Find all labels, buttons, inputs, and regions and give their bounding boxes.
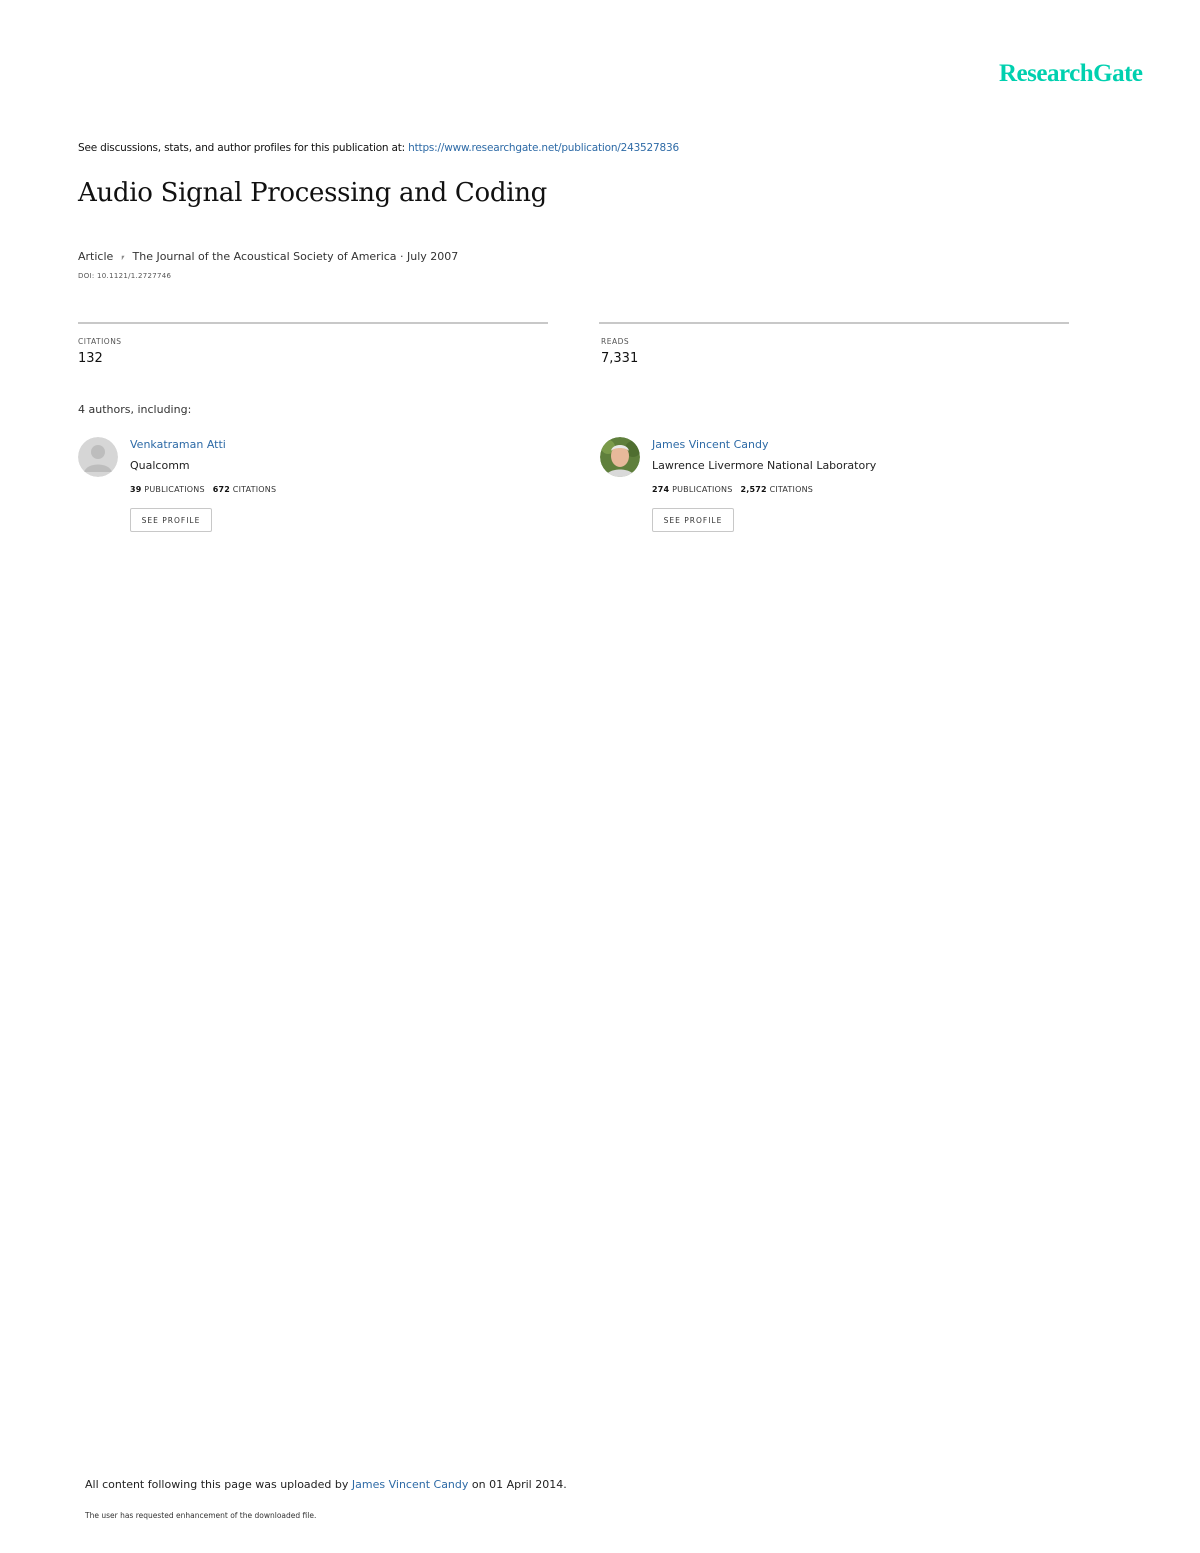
citations-label: CITATIONS [769, 485, 814, 494]
journal-info: The Journal of the Acoustical Society of America · July 2007 [132, 250, 459, 263]
uploader-link[interactable]: James Vincent Candy [351, 1478, 469, 1491]
see-discussions-line [78, 142, 679, 154]
author-stats [652, 485, 813, 494]
author-photo[interactable] [600, 437, 640, 477]
citations-count: 2,572 [740, 485, 767, 494]
upload-suffix: on 01 April 2014. [471, 1478, 567, 1491]
default-avatar-icon[interactable] [78, 437, 118, 477]
see-profile-button[interactable]: SEE PROFILE [652, 508, 734, 532]
publications-label: PUBLICATIONS [144, 485, 205, 494]
citations-label: CITATIONS [232, 485, 277, 494]
citations-count: 672 [212, 485, 231, 494]
author-name[interactable]: Venkatraman Atti [130, 438, 226, 451]
doi: DOI: 10.1121/1.2727746 [78, 272, 172, 280]
publication-meta [78, 250, 458, 263]
publications-count: 274 [652, 485, 670, 494]
publication-title: Audio Signal Processing and Coding [78, 178, 548, 208]
citations-label: CITATIONS [78, 337, 122, 346]
author-name[interactable]: James Vincent Candy [652, 438, 769, 451]
enhancement-note: The user has requested enhancement of the downloaded file. [85, 1511, 317, 1520]
author-card [600, 436, 1060, 546]
publication-link[interactable]: https://www.researchgate.net/publication/243527836 [408, 142, 679, 154]
citations-divider [78, 322, 548, 324]
reads-value: 7,331 [601, 351, 639, 366]
author-institution: Qualcomm [130, 459, 190, 472]
see-profile-button[interactable]: SEE PROFILE [130, 508, 212, 532]
citations-value: 132 [78, 351, 103, 366]
see-discussions-text: See discussions, stats, and author profiles for this publication at: [78, 142, 406, 154]
reads-label: READS [601, 337, 630, 346]
authors-label: 4 authors, including: [78, 403, 192, 416]
author-stats [130, 485, 276, 494]
upload-note [85, 1478, 567, 1491]
author-card [78, 436, 538, 546]
article-type: Article [78, 250, 114, 263]
researchgate-logo: ResearchGate [999, 60, 1143, 87]
publications-count: 39 [130, 485, 142, 494]
file-icon: ⎖ [119, 253, 127, 263]
publications-label: PUBLICATIONS [672, 485, 733, 494]
reads-divider [599, 322, 1069, 324]
upload-prefix: All content following this page was uploaded by [85, 1478, 349, 1491]
author-institution: Lawrence Livermore National Laboratory [652, 459, 877, 472]
